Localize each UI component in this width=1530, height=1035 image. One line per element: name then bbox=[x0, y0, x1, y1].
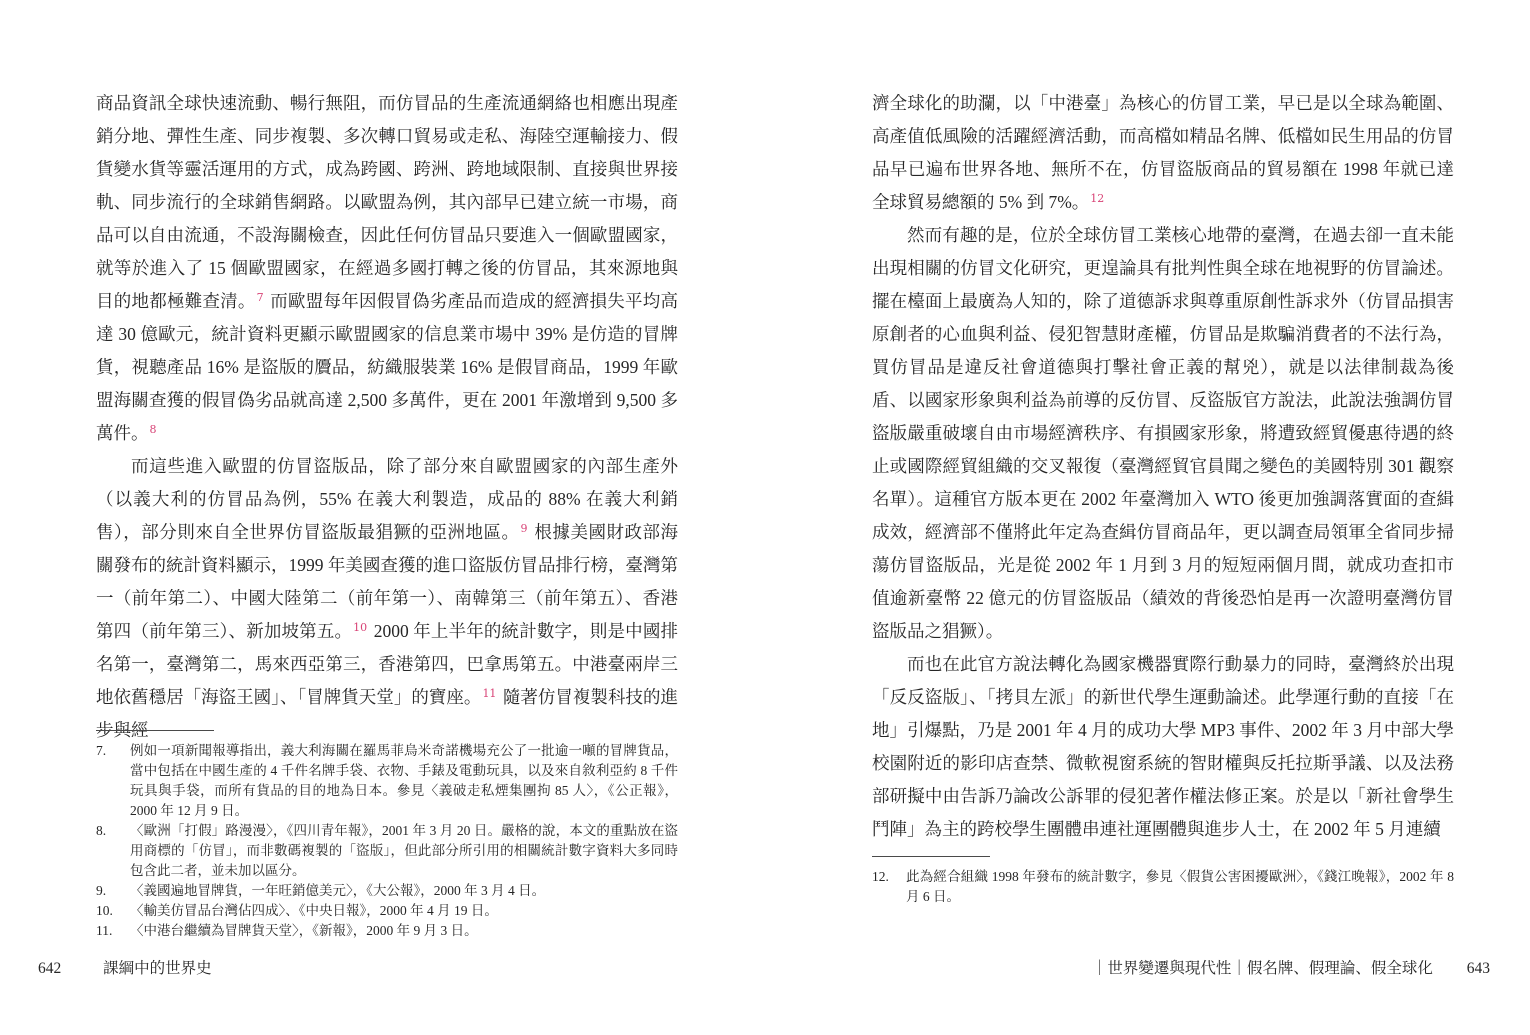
footnote-ref: 10 bbox=[353, 621, 368, 634]
footnote-ref: 8 bbox=[149, 423, 157, 436]
body-paragraph: 然而有趣的是，位於全球仿冒工業核心地帶的臺灣，在過去卻一直未能出現相關的仿冒文化研究，更遑論具有批判性與全球在地視野的仿冒論述。擺在檯面上最廣為人知的，除了道德訴求與尊重原創性訴求外（仿冒品損害原創者的心血與利益、侵犯智慧財產權，仿冒品是欺騙消費者的不法行為，買仿冒品是違反社會道德與打擊社會正義的幫兇），就是以法律制裁為後盾、以國家形象與利益為前導的反仿冒、反盜版官方說法，此說法強調仿冒盜版嚴重破壞自由市場經濟秩序、有損國家形象，將遭致經貿優惠待遇的終止或國際經貿組織的交叉報復（臺灣經貿官員聞之變色的美國特別 301 觀察名單）。這種官方版本更在 2002 年臺灣加入 WTO 後更加強調落實面的查緝成效，經濟部不僅將此年定為查緝仿冒商品年，更以調查局領軍全省同步掃蕩仿冒盜版品，光是從 2002 年 1 月到 3 月的短短兩個月間，就成功查扣市值逾新臺幣 22 億元的仿冒盜版品（績效的背後恐怕是再一次證明臺灣仿冒盜版品之猖獗）。 bbox=[872, 225, 1454, 641]
footnote-number: 9. bbox=[96, 883, 107, 898]
footnote-item bbox=[96, 921, 678, 941]
running-title: ｜世界變遷與現代性｜假名牌、假理論、假全球化 bbox=[1091, 960, 1433, 977]
footnote-text: 〈輸美仿冒品台灣佔四成〉、《中央日報》，2000 年 4 月 19 日。 bbox=[130, 903, 498, 918]
footnote-ref: 11 bbox=[482, 687, 497, 700]
footnote-text: 〈義國遍地冒牌貨，一年旺銷億美元〉，《大公報》，2000 年 3 月 4 日。 bbox=[130, 883, 546, 898]
footnote-number: 8. bbox=[96, 823, 107, 838]
page-number: 643 bbox=[1466, 960, 1490, 977]
footnote-item bbox=[872, 867, 1454, 907]
left-page-footer bbox=[38, 956, 212, 978]
body-paragraph: 濟全球化的助瀾，以「中港臺」為核心的仿冒工業，早已是以全球為範圍、高產值低風險的活躍經濟活動，而高檔如精品名牌、低檔如民生用品的仿冒品早已遍布世界各地、無所不在，仿冒盜版商品的貿易額在 1998 年就已達全球貿易總額的 5% 到 7%。$^{12}$ bbox=[872, 93, 1454, 212]
page-number: 642 bbox=[38, 960, 62, 977]
body-paragraph: 而這些進入歐盟的仿冒盜版品，除了部分來自歐盟國家的內部生產外（以義大利的仿冒品為例，55% 在義大利製造，成品的 88% 在義大利銷售），部分則來自全世界仿冒盜版最猖獗的亞洲地區。$^9$ 根據美國財政部海關發布的統計資料顯示，1999 年美國查獲的進口盜版仿冒品排行榜，臺灣第一（前年第二）、中國大陸第二（前年第一）、南韓第三（前年第五）、香港第四（前年第三）、新加坡第五。$^{10}$ 2000 年上半年的統計數字，則是中國排名第一，臺灣第二，馬來西亞第三，香港第四，巴拿馬第五。中港臺兩岸三地依舊穩居「海盜王國」、「冒牌貨天堂」的寶座。$^{11}$ 隨著仿冒複製科技的進步與經 bbox=[96, 456, 679, 740]
body-paragraph: 而也在此官方說法轉化為國家機器實際行動暴力的同時，臺灣終於出現「反反盜版」、「拷貝左派」的新世代學生運動論述。此學運行動的直接「在地」引爆點，乃是 2001 年 4 月的成功大學 MP3 事件、2002 年 3 月中部大學校園附近的影印店查禁、微軟視窗系統的智財權與反托拉斯爭議、以及法務部研擬中由告訴乃論改公訴罪的侵犯著作權法修正案。於是以「新社會學生鬥陣」為主的跨校學生團體串連社運團體與進步人士，在 2002 年 5 月連續 bbox=[872, 654, 1454, 839]
footnote-number: 10. bbox=[96, 903, 113, 918]
right-page-body bbox=[872, 87, 1454, 846]
body-paragraph: 商品資訊全球快速流動、暢行無阻，而仿冒品的生產流通網絡也相應出現產銷分地、彈性生產、同步複製、多次轉口貿易或走私、海陸空運輸接力、假貨變水貨等靈活運用的方式，成為跨國、跨洲、跨地域限制、直接與世界接軌、同步流行的全球銷售網路。以歐盟為例，其內部早已建立統一市場，商品可以自由流通，不設海關檢查，因此任何仿冒品只要進入一個歐盟國家，就等於進入了 15 個歐盟國家，在經過多國打轉之後的仿冒品，其來源地與目的地都極難查清。$^7$ 而歐盟每年因假冒偽劣產品而造成的經濟損失平均高達 30 億歐元，統計資料更顯示歐盟國家的信息業市場中 39% 是仿造的冒牌貨，視聽產品 16% 是盜版的贗品，紡織服裝業 16% 是假冒商品，1999 年歐盟海關查獲的假冒偽劣品就高達 2,500 多萬件，更在 2001 年激增到 9,500 多萬件。$^8$ bbox=[96, 93, 679, 443]
footnote-text: 〈歐洲「打假」路漫漫〉，《四川青年報》，2001 年 3 月 20 日。嚴格的說，本文的重點放在盜用商標的「仿冒」，而非數碼複製的「盜版」，但此部分所引用的相關統計數字資料大多同時包含此二者，並未加以區分。 bbox=[130, 823, 678, 878]
running-title: 課綱中的世界史 bbox=[103, 960, 212, 977]
footnote-ref: 9 bbox=[520, 522, 528, 535]
footnote-item bbox=[96, 881, 678, 901]
footnote-separator bbox=[96, 730, 214, 731]
footnote-item bbox=[96, 741, 678, 821]
footnote-list bbox=[96, 741, 678, 941]
footnote-item bbox=[96, 821, 678, 881]
right-page-footnotes bbox=[872, 856, 1454, 907]
footnote-separator bbox=[872, 856, 990, 857]
footnote-text: 此為經合組織 1998 年發布的統計數字，參見〈假貨公害困擾歐洲〉，《錢江晚報》，2002 年 8 月 6 日。 bbox=[906, 869, 1454, 904]
footnote-ref: 7 bbox=[256, 291, 264, 304]
footnote-text: 〈中港台繼續為冒牌貨天堂〉，《新報》，2000 年 9 月 3 日。 bbox=[130, 923, 478, 938]
footnote-number: 12. bbox=[872, 869, 889, 884]
footnote-list bbox=[872, 867, 1454, 907]
footnote-number: 11. bbox=[96, 923, 113, 938]
footnote-text: 例如一項新聞報導指出，義大利海關在羅馬菲烏米奇諾機場充公了一批逾一噸的冒牌貨品，當中包括在中國生產的 4 千件名牌手袋、衣物、手錶及電動玩具，以及來自敘利亞約 8 千件玩具與手袋，而所有貨品的目的地為日本。參見〈義破走私煙集團拘 85 人〉，《公正報》，2000 年 12 月 9 日。 bbox=[130, 743, 678, 818]
left-page-footnotes bbox=[96, 730, 678, 941]
footnote-ref: 12 bbox=[1090, 192, 1105, 205]
right-page-footer bbox=[1092, 956, 1490, 978]
footnote-item bbox=[96, 901, 678, 921]
footnote-number: 7. bbox=[96, 743, 107, 758]
left-page-body bbox=[96, 87, 678, 747]
